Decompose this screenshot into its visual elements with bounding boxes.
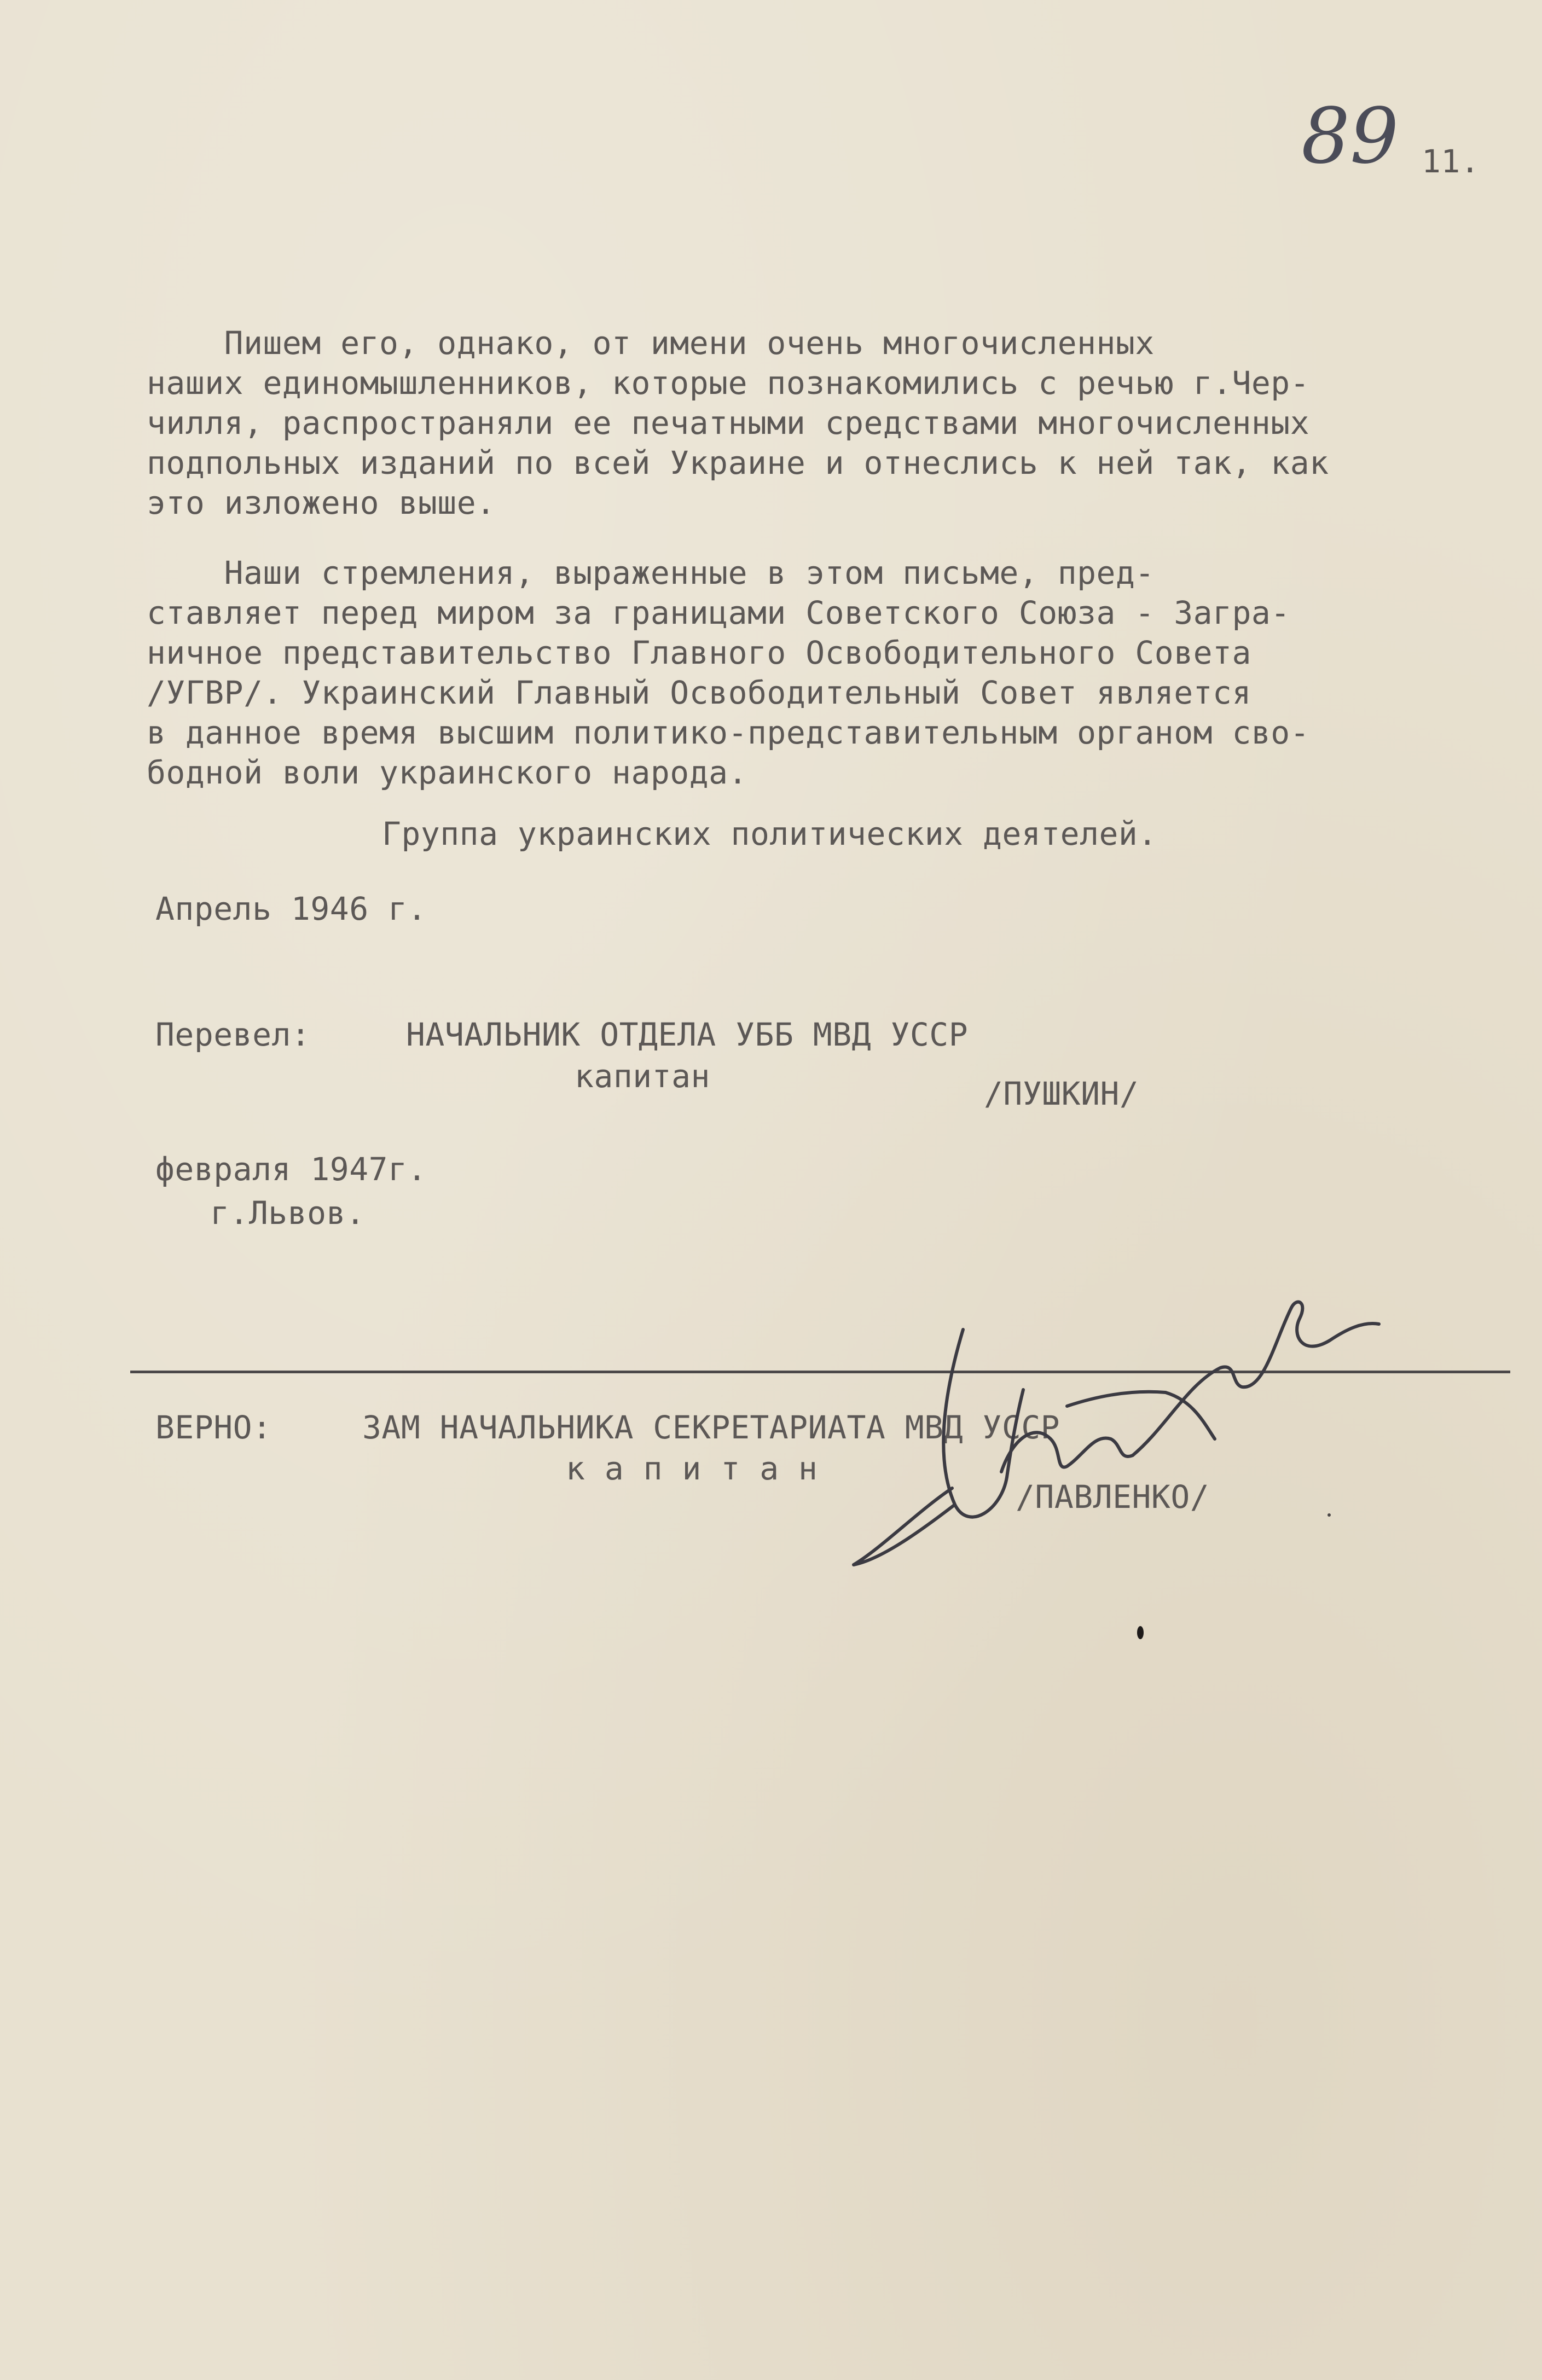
certification-name: /ПАВЛЕНКО/ bbox=[1016, 1478, 1210, 1516]
ink-speck bbox=[1137, 1626, 1144, 1639]
translator-rank: капитан bbox=[575, 1058, 710, 1095]
handwritten-signature bbox=[837, 1275, 1395, 1581]
paragraph1-line1: Пишем его, однако, от имени очень многочисленных bbox=[147, 324, 1155, 362]
letter-date: Апрель 1946 г. bbox=[155, 890, 427, 927]
translation-city: г.Львов. bbox=[210, 1194, 366, 1232]
signature-mid-stroke bbox=[1001, 1432, 1133, 1472]
paragraph2-line3: ничное представительство Главного Освободительного Совета bbox=[147, 634, 1251, 671]
translator-name: /ПУШКИН/ bbox=[984, 1075, 1139, 1112]
certification-title: ЗАМ НАЧАЛЬНИКА СЕКРЕТАРИАТА МВД УССР bbox=[362, 1409, 1060, 1446]
translation-date: февраля 1947г. bbox=[155, 1151, 427, 1188]
paragraph2-line4: /УГВР/. Украинский Главный Освободительный Совет является bbox=[147, 674, 1251, 711]
signature-main-stroke bbox=[943, 1330, 1023, 1517]
certification-rank: к а п и т а н bbox=[566, 1450, 818, 1487]
ink-speck-small bbox=[1327, 1513, 1331, 1517]
handwritten-folio-number: 89 bbox=[1301, 92, 1399, 181]
paragraph1-line5: это изложено выше. bbox=[147, 484, 496, 521]
translator-label: Перевел: bbox=[155, 1016, 311, 1053]
signature-flourish bbox=[1166, 1392, 1215, 1439]
group-signature: Группа украинских политических деятелей. bbox=[382, 815, 1157, 852]
paragraph2-line1: Наши стремления, выраженные в этом письме, пред- bbox=[147, 554, 1155, 591]
paragraph2-line6: бодной воли украинского народа. bbox=[147, 754, 747, 791]
certification-label: ВЕРНО: bbox=[155, 1409, 272, 1446]
page-number: 11. bbox=[1422, 143, 1480, 180]
signature-cross-stroke bbox=[1067, 1392, 1166, 1406]
paragraph1-line3: чилля, распространяли ее печатными средствами многочисленных bbox=[147, 404, 1310, 442]
signature-tail-stroke bbox=[1133, 1302, 1379, 1455]
paragraph2-line5: в данное время высшим политико-представительным органом сво- bbox=[147, 714, 1310, 751]
signature-loop-stroke bbox=[854, 1488, 955, 1565]
paragraph1-line2: наших единомышленников, которые познакомились с речью г.Чер- bbox=[147, 364, 1310, 402]
paragraph1-line4: подпольных изданий по всей Украине и отнеслись к ней так, как bbox=[147, 444, 1329, 481]
paragraph2-line2: ставляет перед миром за границами Советского Союза - Загра- bbox=[147, 594, 1290, 631]
translator-title: НАЧАЛЬНИК ОТДЕЛА УББ МВД УССР bbox=[406, 1016, 969, 1053]
